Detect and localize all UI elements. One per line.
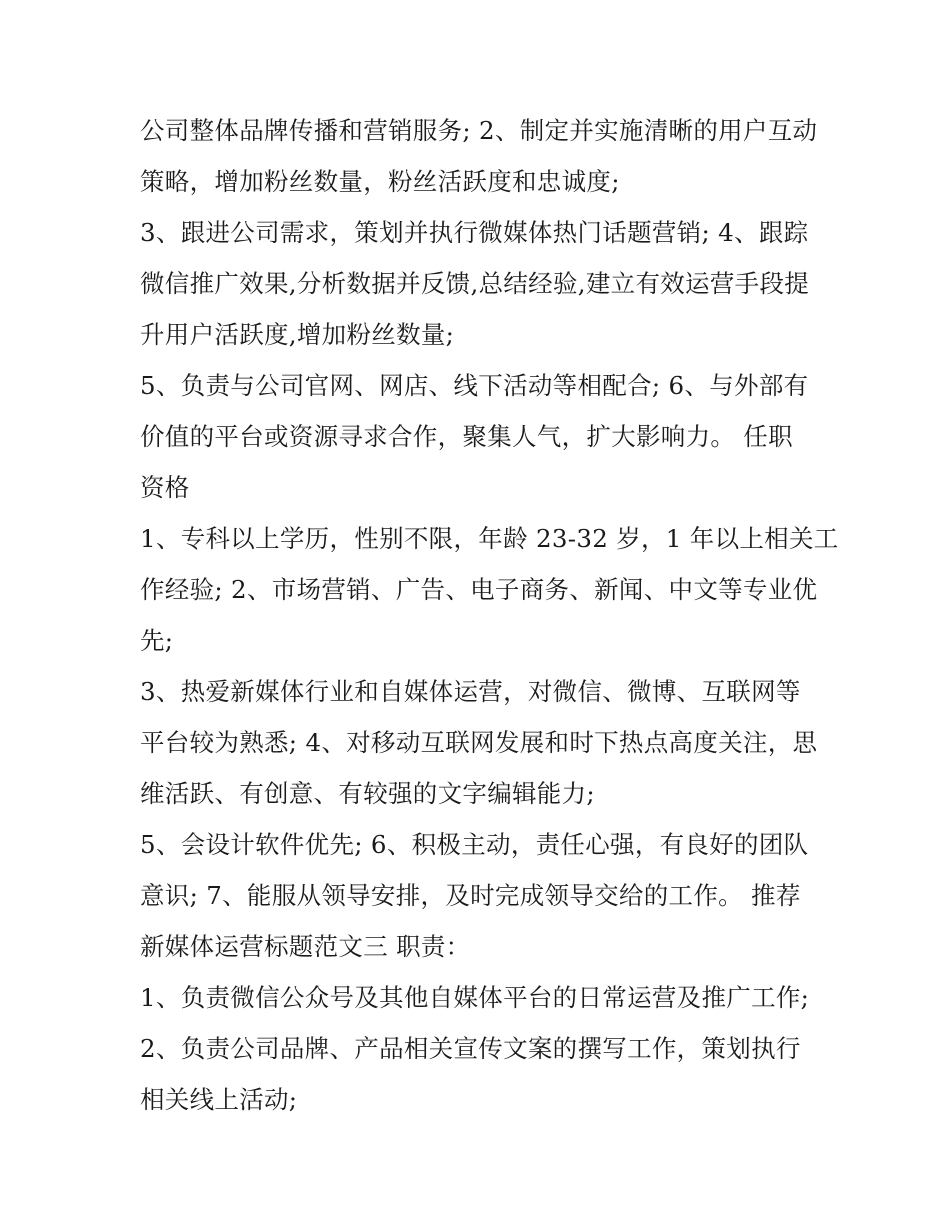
text-line: 意识; 7、能服从领导安排，及时完成领导交给的工作。 推荐 [140,881,801,910]
text-line: 资格 [140,473,190,502]
text-line: 3、跟进公司需求，策划并执行微媒体热门话题营销; 4、跟踪 [140,218,809,247]
text-line: 5、负责与公司官网、网店、线下活动等相配合; 6、与外部有 [140,371,809,400]
text-line: 5、会设计软件优先; 6、积极主动，责任心强，有良好的团队 [140,830,809,859]
text-line: 1、专科以上学历，性别不限，年龄 23-32 岁，1 年以上相关工 [140,524,839,553]
text-line: 价值的平台或资源寻求合作，聚集人气，扩大影响力。 任职 [140,422,793,451]
text-line: 微信推广效果,分析数据并反馈,总结经验,建立有效运营手段提 [140,269,810,298]
text-line: 相关线上活动; [140,1085,298,1114]
text-line: 策略，增加粉丝数量，粉丝活跃度和忠诚度; [140,167,620,196]
document-body [140,105,839,1125]
text-line: 平台较为熟悉; 4、对移动互联网发展和时下热点高度关注，思 [140,728,818,757]
text-line: 1、负责微信公众号及其他自媒体平台的日常运营及推广工作; [140,983,810,1012]
text-line: 维活跃、有创意、有较强的文字编辑能力; [140,779,595,808]
text-line: 新媒体运营标题范文三 职责： [140,932,471,961]
text-line: 3、热爱新媒体行业和自媒体运营，对微信、微博、互联网等 [140,677,801,706]
text-line: 先; [140,626,174,655]
text-line: 公司整体品牌传播和营销服务; 2、制定并实施清晰的用户互动 [140,116,818,145]
text-line: 升用户活跃度,增加粉丝数量; [140,320,455,349]
text-line: 2、负责公司品牌、产品相关宣传文案的撰写工作，策划执行 [140,1034,801,1063]
text-line: 作经验; 2、市场营销、广告、电子商务、新闻、中文等专业优 [140,575,818,604]
